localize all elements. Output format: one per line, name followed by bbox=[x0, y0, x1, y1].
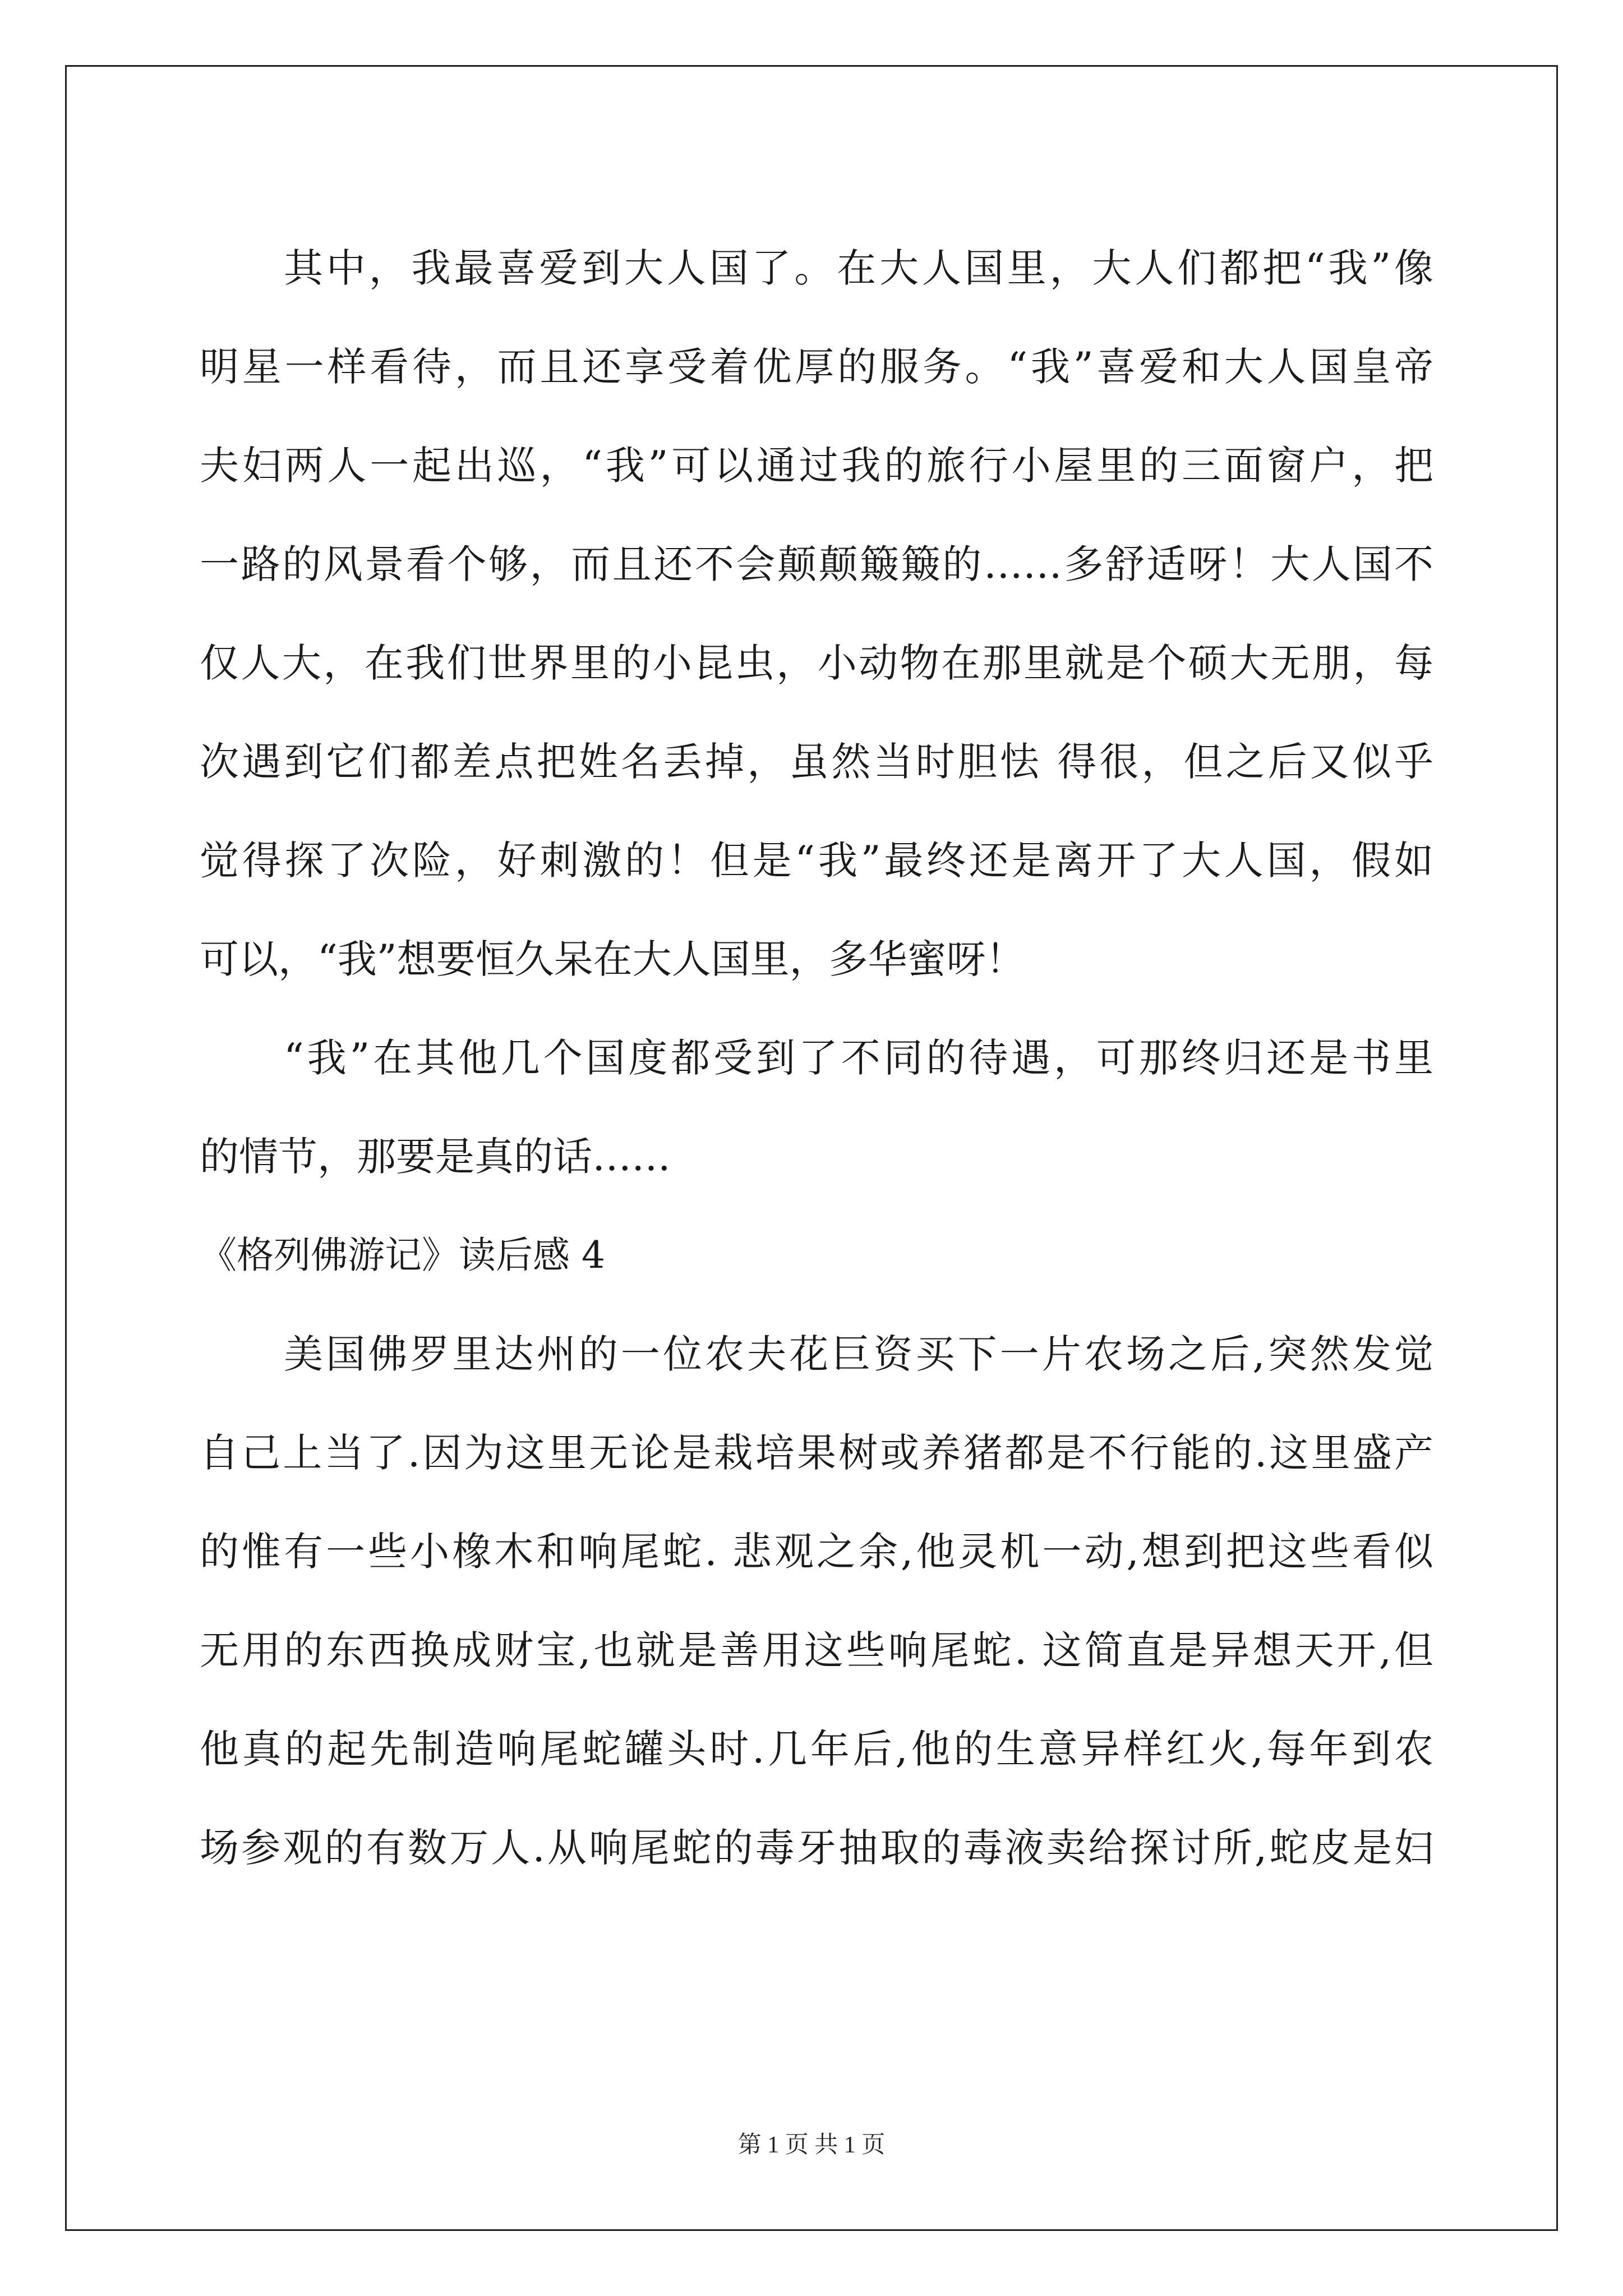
text-line: 美国佛罗里达州的一位农夫花巨资买下一片农场之后,突然发觉 bbox=[284, 1331, 1433, 1377]
text-line: 可以，“我”想要恒久呆在大人国里，多华蜜呀！ bbox=[200, 936, 1025, 982]
text-line: 次遇到它们都差点把姓名丢掉，虽然当时胆怯 得很，但之后又似乎 bbox=[200, 739, 1433, 785]
text-line: 的情节，那要是真的话…… bbox=[200, 1134, 671, 1180]
text-line: 觉得探了次险，好刺激的！但是“我”最终还是离开了大人国，假如 bbox=[200, 838, 1433, 884]
text-line: 的惟有一些小橡木和响尾蛇. 悲观之余,他灵机一动,想到把这些看似 bbox=[200, 1529, 1433, 1575]
text-line: 一路的风景看个够，而且还不会颠颠簸簸的……多舒适呀！大人国不 bbox=[200, 541, 1433, 587]
text-line: 他真的起先制造响尾蛇罐头时.几年后,他的生意异样红火,每年到农 bbox=[200, 1726, 1433, 1772]
text-line: 仅人大，在我们世界里的小昆虫，小动物在那里就是个硕大无朋，每 bbox=[200, 640, 1433, 686]
text-line: 夫妇两人一起出巡，“我”可以通过我的旅行小屋里的三面窗户，把 bbox=[200, 443, 1433, 489]
section-heading: 《格列佛游记》读后感 4 bbox=[200, 1234, 605, 1277]
text-line: 自己上当了.因为这里无论是栽培果树或养猪都是不行能的.这里盛产 bbox=[200, 1430, 1433, 1476]
text-line: 场参观的有数万人.从响尾蛇的毒牙抽取的毒液卖给探讨所,蛇皮是妇 bbox=[200, 1825, 1433, 1871]
document-body bbox=[200, 219, 1433, 1897]
text-line: “我”在其他几个国度都受到了不同的待遇，可那终归还是书里 bbox=[284, 1035, 1433, 1081]
text-line: 明星一样看待，而且还享受着优厚的服务。“我”喜爱和大人国皇帝 bbox=[200, 344, 1433, 390]
text-line: 无用的东西换成财宝,也就是善用这些响尾蛇. 这简直是异想天开,但 bbox=[200, 1627, 1433, 1673]
page-number-footer: 第 1 页 共 1 页 bbox=[737, 2132, 886, 2158]
text-line: 其中，我最喜爱到大人国了。在大人国里，大人们都把“我”像 bbox=[284, 245, 1433, 291]
